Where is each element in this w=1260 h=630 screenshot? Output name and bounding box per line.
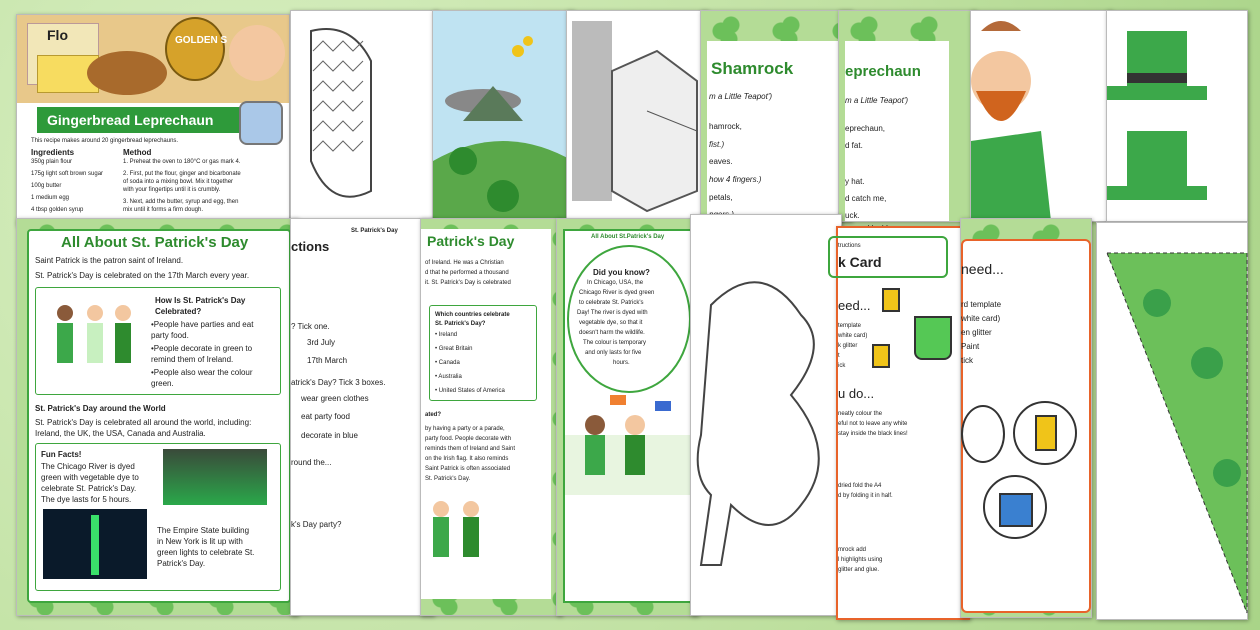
step-line: dried fold the A4 (838, 483, 882, 489)
poem-line: how 4 fingers.) (709, 175, 762, 184)
reading-text: by having a party or a parade, (425, 426, 505, 432)
zigzag-shamrock-outline (291, 11, 437, 221)
need-heading: need... (961, 261, 1004, 277)
bunting-flag-sheet[interactable] (1096, 222, 1248, 620)
ingredient-item: 4 tbsp golden syrup (31, 207, 84, 213)
empire-line: green lights to celebrate St. (157, 548, 255, 557)
glitter-circle-icon (1013, 401, 1077, 465)
poem-title: eprechaun (845, 63, 921, 80)
fact-line: hours. (613, 360, 630, 366)
bullet: remind them of Ireland. (151, 355, 234, 364)
step-line: d by folding it in half. (838, 493, 893, 499)
need-item: tick (961, 356, 973, 365)
leprechaun-illustration (971, 11, 1111, 221)
step-line: glitter and glue. (838, 567, 880, 573)
country-item: • Ireland (435, 332, 458, 338)
hat-cutouts-sheet[interactable] (1106, 10, 1248, 222)
fun-line: celebrate St. Patrick's Day. (41, 484, 137, 493)
fact-line: Chicago River is dyed green (579, 290, 655, 296)
world-text: St. Patrick's Day is celebrated all around the world, including: (35, 418, 252, 427)
empire-line: The Empire State building (157, 526, 250, 535)
recipe-title: Gingerbread Leprechaun (47, 112, 214, 128)
countries-heading: St. Patrick's Day? (435, 321, 486, 327)
fun-line: The dye lasts for 5 hours. (41, 495, 132, 504)
fact-line: In Chicago, USA, the (587, 280, 644, 286)
flour-label: Flo (47, 27, 68, 43)
poem-line: y hat. (845, 177, 865, 186)
hill-illustration (433, 11, 573, 221)
poem-line: eaves. (709, 157, 733, 166)
quiz-sheet[interactable] (290, 218, 434, 616)
box-heading: Celebrated? (155, 307, 202, 316)
reading-text: party food. People decorate with (425, 436, 512, 442)
method-step: with your fingertips until it is crumbly. (123, 187, 221, 193)
paint-circle-icon (983, 475, 1047, 539)
reading-sheet[interactable] (420, 218, 562, 616)
fact-line: and only lasts for five (585, 350, 642, 356)
poem-line: d catch me, (845, 194, 887, 203)
need-item: rd template (961, 300, 1002, 309)
fact-line: doesn't harm the wildlife. (579, 330, 645, 336)
world-text: Ireland, the UK, the USA, Canada and Australia. (35, 429, 206, 438)
step-line: mrock add (838, 547, 867, 553)
empire-line: in New York is lit up with (157, 537, 243, 546)
poem-line: m a Little Teapot') (845, 96, 909, 105)
poem-title: Shamrock (711, 59, 794, 78)
country-item: • Great Britain (435, 346, 473, 352)
empire-line: Patrick's Day. (157, 559, 206, 568)
bullet: •People decorate in green to (151, 344, 253, 353)
country-item: • Canada (435, 360, 460, 366)
bullet: •People also wear the colour (151, 368, 253, 377)
did-you-know-heading: Did you know? (593, 268, 650, 277)
children-illustration (51, 299, 141, 379)
green-hat-shapes (1107, 11, 1247, 221)
poem-line: m a Little Teapot') (709, 92, 773, 101)
cookie-cutter-icon (239, 101, 283, 145)
intro-text: St. Patrick's Day is celebrated on the 17th March every year. (35, 271, 250, 280)
crowd-illustration (425, 489, 545, 569)
card-instructions-sheet[interactable] (836, 226, 970, 620)
reading-text: d that he performed a thousand (425, 270, 509, 276)
need-item: en glitter (961, 328, 992, 337)
country-item: • United States of America (435, 388, 505, 394)
world-heading: St. Patrick's Day around the World (35, 404, 166, 413)
need-heading: eed... (838, 298, 871, 313)
did-you-know-sheet[interactable] (556, 218, 698, 616)
fun-line: The Chicago River is dyed (41, 462, 135, 471)
box-heading: How Is St. Patrick's Day (155, 296, 246, 305)
fact-line: vegetable dye, so that it (579, 320, 643, 326)
parade-illustration (565, 395, 691, 595)
quiz-header: St. Patrick's Day (351, 228, 398, 234)
shamrock-outline-sheet[interactable] (690, 214, 842, 616)
need-item: Paint (961, 342, 980, 351)
sheet-title: All About St. Patrick's Day (61, 234, 249, 251)
poem-line: d fat. (845, 141, 863, 150)
do-heading: u do... (838, 386, 875, 401)
quiz-line: 3rd July (307, 338, 336, 347)
method-heading: Method (123, 148, 152, 157)
quiz-line: k's Day party? (291, 520, 342, 529)
ingredient-item: 100g butter (31, 183, 62, 189)
glitter-pot-icon (882, 288, 900, 312)
leprechaun-character-sheet[interactable] (970, 10, 1112, 222)
ingredient-item: 350g plain flour (31, 159, 73, 165)
reading-text: St. Patrick's Day. (425, 476, 471, 482)
need-item: k glitter (838, 343, 858, 349)
do-line: neatly colour the (838, 411, 883, 417)
gingerbread-recipe-sheet[interactable] (16, 14, 290, 226)
do-line: stay inside the black lines! (838, 431, 908, 437)
need-item: white card) (961, 314, 1001, 323)
country-item: • Australia (435, 374, 462, 380)
reading-text: reminds them of Ireland and Saint (425, 446, 516, 452)
bullet: •People have parties and eat (151, 320, 254, 329)
method-step: 1. Preheat the oven to 180°C or gas mark 4. (123, 159, 241, 165)
ingredient-item: 1 medium egg (31, 195, 70, 201)
card-materials-sheet[interactable] (960, 218, 1092, 618)
question-heading: ated? (425, 412, 442, 418)
paint-pot-icon (914, 316, 952, 360)
ingredient-item: 175g light soft brown sugar (31, 171, 104, 177)
reading-text: on the Irish flag. It also reminds (425, 456, 509, 462)
poem-line: petals, (709, 193, 733, 202)
poem-line: eprechaun, (845, 124, 886, 133)
empire-state-photo (43, 509, 147, 579)
reading-text: it. St. Patrick's Day is celebrated (425, 280, 511, 286)
need-item: ick (838, 363, 846, 369)
syrup-label: GOLDEN S (175, 35, 228, 46)
card-title: k Card (838, 254, 882, 270)
leprechaun-poem-sheet[interactable] (838, 10, 976, 222)
reading-title: Patrick's Day (427, 233, 515, 249)
quiz-line: wear green clothes (301, 394, 369, 403)
pantry-illustration (17, 15, 289, 103)
all-about-sheet[interactable] (16, 218, 298, 616)
poem-line: uck. (845, 211, 860, 220)
shamrock-outline (691, 215, 841, 615)
fact-line: The colour is temporary (583, 340, 647, 346)
instructions-label: tructions (838, 243, 861, 249)
quiz-line: 17th March (307, 356, 348, 365)
poem-line: fist.) (709, 140, 725, 149)
do-line: eful not to leave any white (838, 421, 908, 427)
glitter-pot-icon (872, 344, 890, 368)
card-thumbnail (961, 405, 1005, 463)
shamrock-poem-sheet[interactable] (700, 10, 852, 222)
method-step: mix until it forms a firm dough. (123, 207, 204, 213)
fact-line: Day! The river is dyed with (577, 310, 648, 316)
hill-picture-sheet[interactable] (432, 10, 574, 222)
poem-line: hamrock, (709, 122, 742, 131)
method-step: 3. Next, add the butter, syrup and egg, then (123, 199, 239, 205)
zigzag-colouring-sheet[interactable] (290, 10, 438, 222)
quiz-line: round the... (291, 458, 332, 467)
quiz-line: atrick's Day? Tick 3 boxes. (291, 378, 386, 387)
bullet: party food. (151, 331, 189, 340)
step-line: l highlights using (838, 557, 883, 563)
fun-heading: Fun Facts! (41, 450, 82, 459)
quiz-line: eat party food (301, 412, 350, 421)
fact-line: to celebrate St. Patrick's (579, 300, 644, 306)
quiz-title: ctions (291, 239, 330, 254)
quiz-line: decorate in blue (301, 431, 358, 440)
intro-text: Saint Patrick is the patron saint of Ireland. (35, 256, 184, 265)
quiz-line: ? Tick one. (291, 322, 330, 331)
bunting-flag (1097, 223, 1247, 619)
method-step: 2. First, put the flour, ginger and bicarbonate (123, 171, 241, 177)
hat-net-outline (567, 11, 707, 221)
bullet: green. (151, 379, 174, 388)
chicago-river-photo (163, 449, 267, 505)
recipe-intro: This recipe makes around 20 gingerbread leprechauns. (31, 138, 179, 144)
did-you-know-header: All About St.Patrick's Day (591, 234, 665, 240)
need-item: template (838, 323, 862, 329)
hat-template-sheet[interactable] (566, 10, 708, 222)
reading-text: Saint Patrick is often associated (425, 466, 511, 472)
method-step: of soda into a mixing bowl. Mix it together (123, 179, 234, 185)
need-item: t (838, 353, 840, 359)
reading-text: of Ireland. He was a Christian (425, 260, 504, 266)
fun-line: green with vegetable dye to (41, 473, 139, 482)
ingredients-heading: Ingredients (31, 148, 75, 157)
need-item: white card) (838, 333, 868, 339)
countries-heading: Which countries celebrate (435, 312, 510, 318)
